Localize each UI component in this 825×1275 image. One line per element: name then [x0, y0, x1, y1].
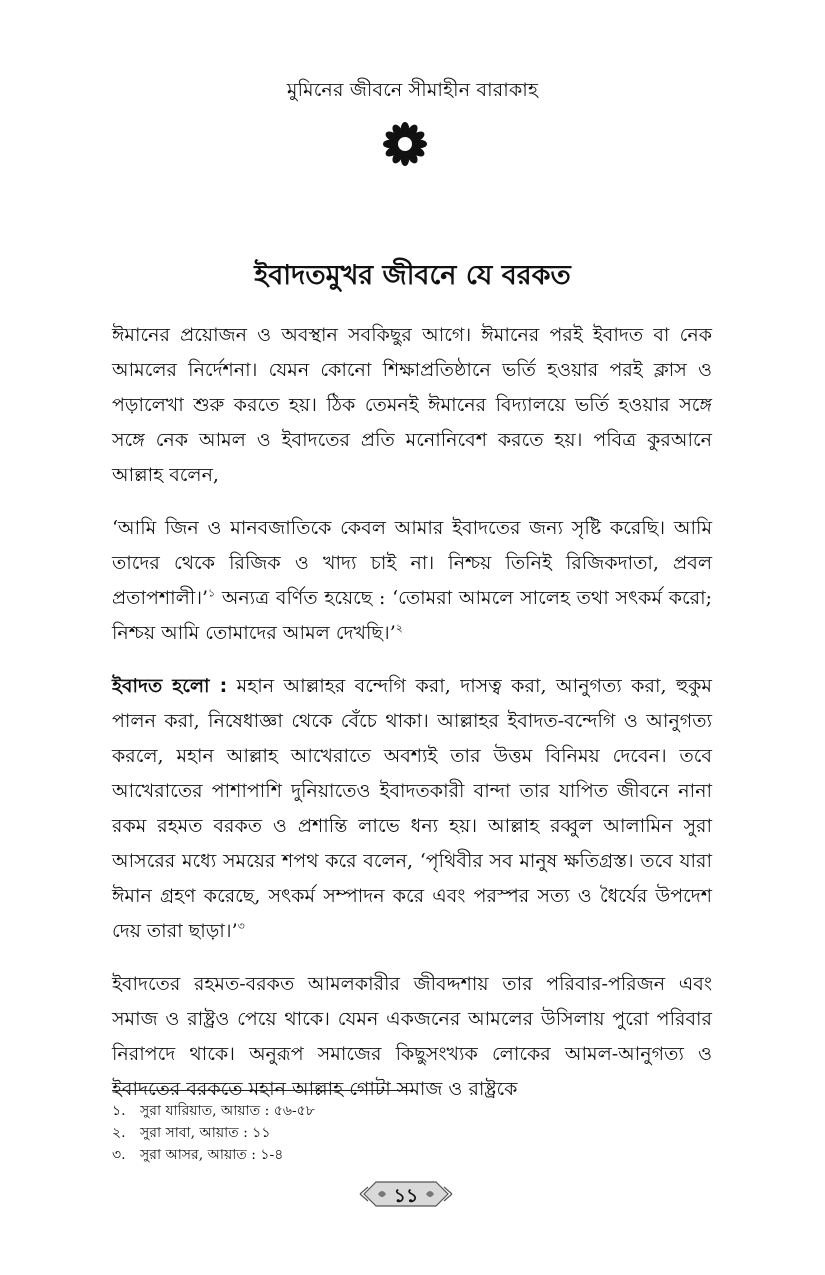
body-text	[112, 318, 712, 1125]
paragraph-intro: ঈমানের প্রয়োজন ও অবস্থান সবকিছুর আগে। ঈমানের পরই ইবাদত বা নেক আমলের নির্দেশনা। যেমন কোনো শিক্ষাপ্রতিষ্ঠানে ভর্তি হওয়ার পরই ক্লাস ও পড়ালেখা শুরু করতে হয়। ঠিক তেমনই ঈমানের বিদ্যালয়ে ভর্তি হওয়ার সঙ্গে সঙ্গে নেক আমল ও ইবাদতের প্রতি মনোনিবেশ করতে হয়। পবিত্র কুরআনে আল্লাহ বলেন,	[112, 324, 712, 486]
footnote-number: ৩.	[112, 1147, 126, 1163]
definition-body: মহান আল্লাহর বন্দেগি করা, দাসত্ব করা, আনুগত্য করা, হুকুম পালন করা, নিষেধাজ্ঞা থেকে বেঁচে থাকা। আল্লাহর ইবাদত-বন্দেগি ও আনুগত্য করলে, মহান আল্লাহ আখেরাতে অবশ্যই তার উত্তম বিনিময় দেবেন। তবে আখেরাতের পাশাপাশি দুনিয়াতেও ইবাদতকারী বান্দা তার যাপিত জীবনে নানা রকম রহমত বরকত ও প্রশান্তি লাভে ধন্য হয়। আল্লাহ রব্বুল আলামিন সুরা আসরের মধ্যে সময়ের শপথ করে বলেন, ‘পৃথিবীর সব মানুষ ক্ষতিগ্রস্ত। তবে যারা ঈমান গ্রহণ করেছে, সৎকর্ম সম্পাদন করে এবং পরস্পর সত্য ও ধৈর্যের উপদেশ দেয় তারা ছাড়া।’	[112, 675, 712, 942]
footnote-ref-2: ২	[395, 621, 403, 635]
footnote-item	[112, 1122, 712, 1144]
footnote-number: ১.	[112, 1103, 126, 1119]
paragraph-quran-quote	[112, 511, 712, 651]
footnote-text: সুরা আসর, আয়াত : ১-৪	[140, 1147, 284, 1163]
quote-text-1: ‘আমি জিন ও মানবজাতিকে কেবল আমার ইবাদতের জন্য সৃষ্টি করেছি। আমি তাদের থেকে রিজিক ও খাদ্য চাই না। নিশ্চয় তিনিই রিজিকদাতা, প্রবল প্রতাপশালী।’	[112, 517, 712, 609]
footnote-number: ২.	[112, 1125, 126, 1141]
chapter-title: ইবাদতমুখর জীবনে যে বরকত	[254, 260, 571, 291]
footnote-text: সুরা সাবা, আয়াত : ১১	[140, 1125, 271, 1141]
footnotes	[112, 1100, 712, 1166]
footnote-ref-3: ৩	[237, 919, 245, 933]
footnote-divider	[112, 1090, 412, 1091]
footnote-item	[112, 1144, 712, 1166]
page-number-badge	[358, 1178, 454, 1210]
paragraph-family-society: ইবাদতের রহমত-বরকত আমলকারীর জীবদ্দশায় তার পরিবার-পরিজন এবং সমাজ ও রাষ্ট্রও পেয়ে থাকে। যেমন একজনের আমলের উসিলায় পুরো পরিবার নিরাপদে থাকে। অনুরূপ সমাজের কিছুসংখ্যক লোকের আমল-আনুগত্য ও ইবাদতের বরকতে মহান আল্লাহ গোটা সমাজ ও রাষ্ট্রকে	[112, 973, 712, 1100]
footnote-text: সুরা যারিয়াত, আয়াত : ৫৬-৫৮	[140, 1103, 315, 1119]
running-header: মুমিনের জীবনে সীমাহীন বারাকাহ	[286, 79, 539, 101]
footnote-item	[112, 1100, 712, 1122]
quote-text-2: অন্যত্র বর্ণিত হয়েছে : ‘তোমরা আমলে সালেহ তথা সৎকর্ম করো; নিশ্চয় আমি তোমাদের আমল দেখছি।’	[112, 587, 712, 644]
paragraph-definition	[112, 669, 712, 949]
definition-lead: ইবাদত হলো :	[112, 675, 228, 697]
flower-ornament-icon	[383, 122, 427, 166]
footnote-ref-1: ১	[208, 586, 216, 600]
page-number: ১১	[393, 1185, 419, 1207]
